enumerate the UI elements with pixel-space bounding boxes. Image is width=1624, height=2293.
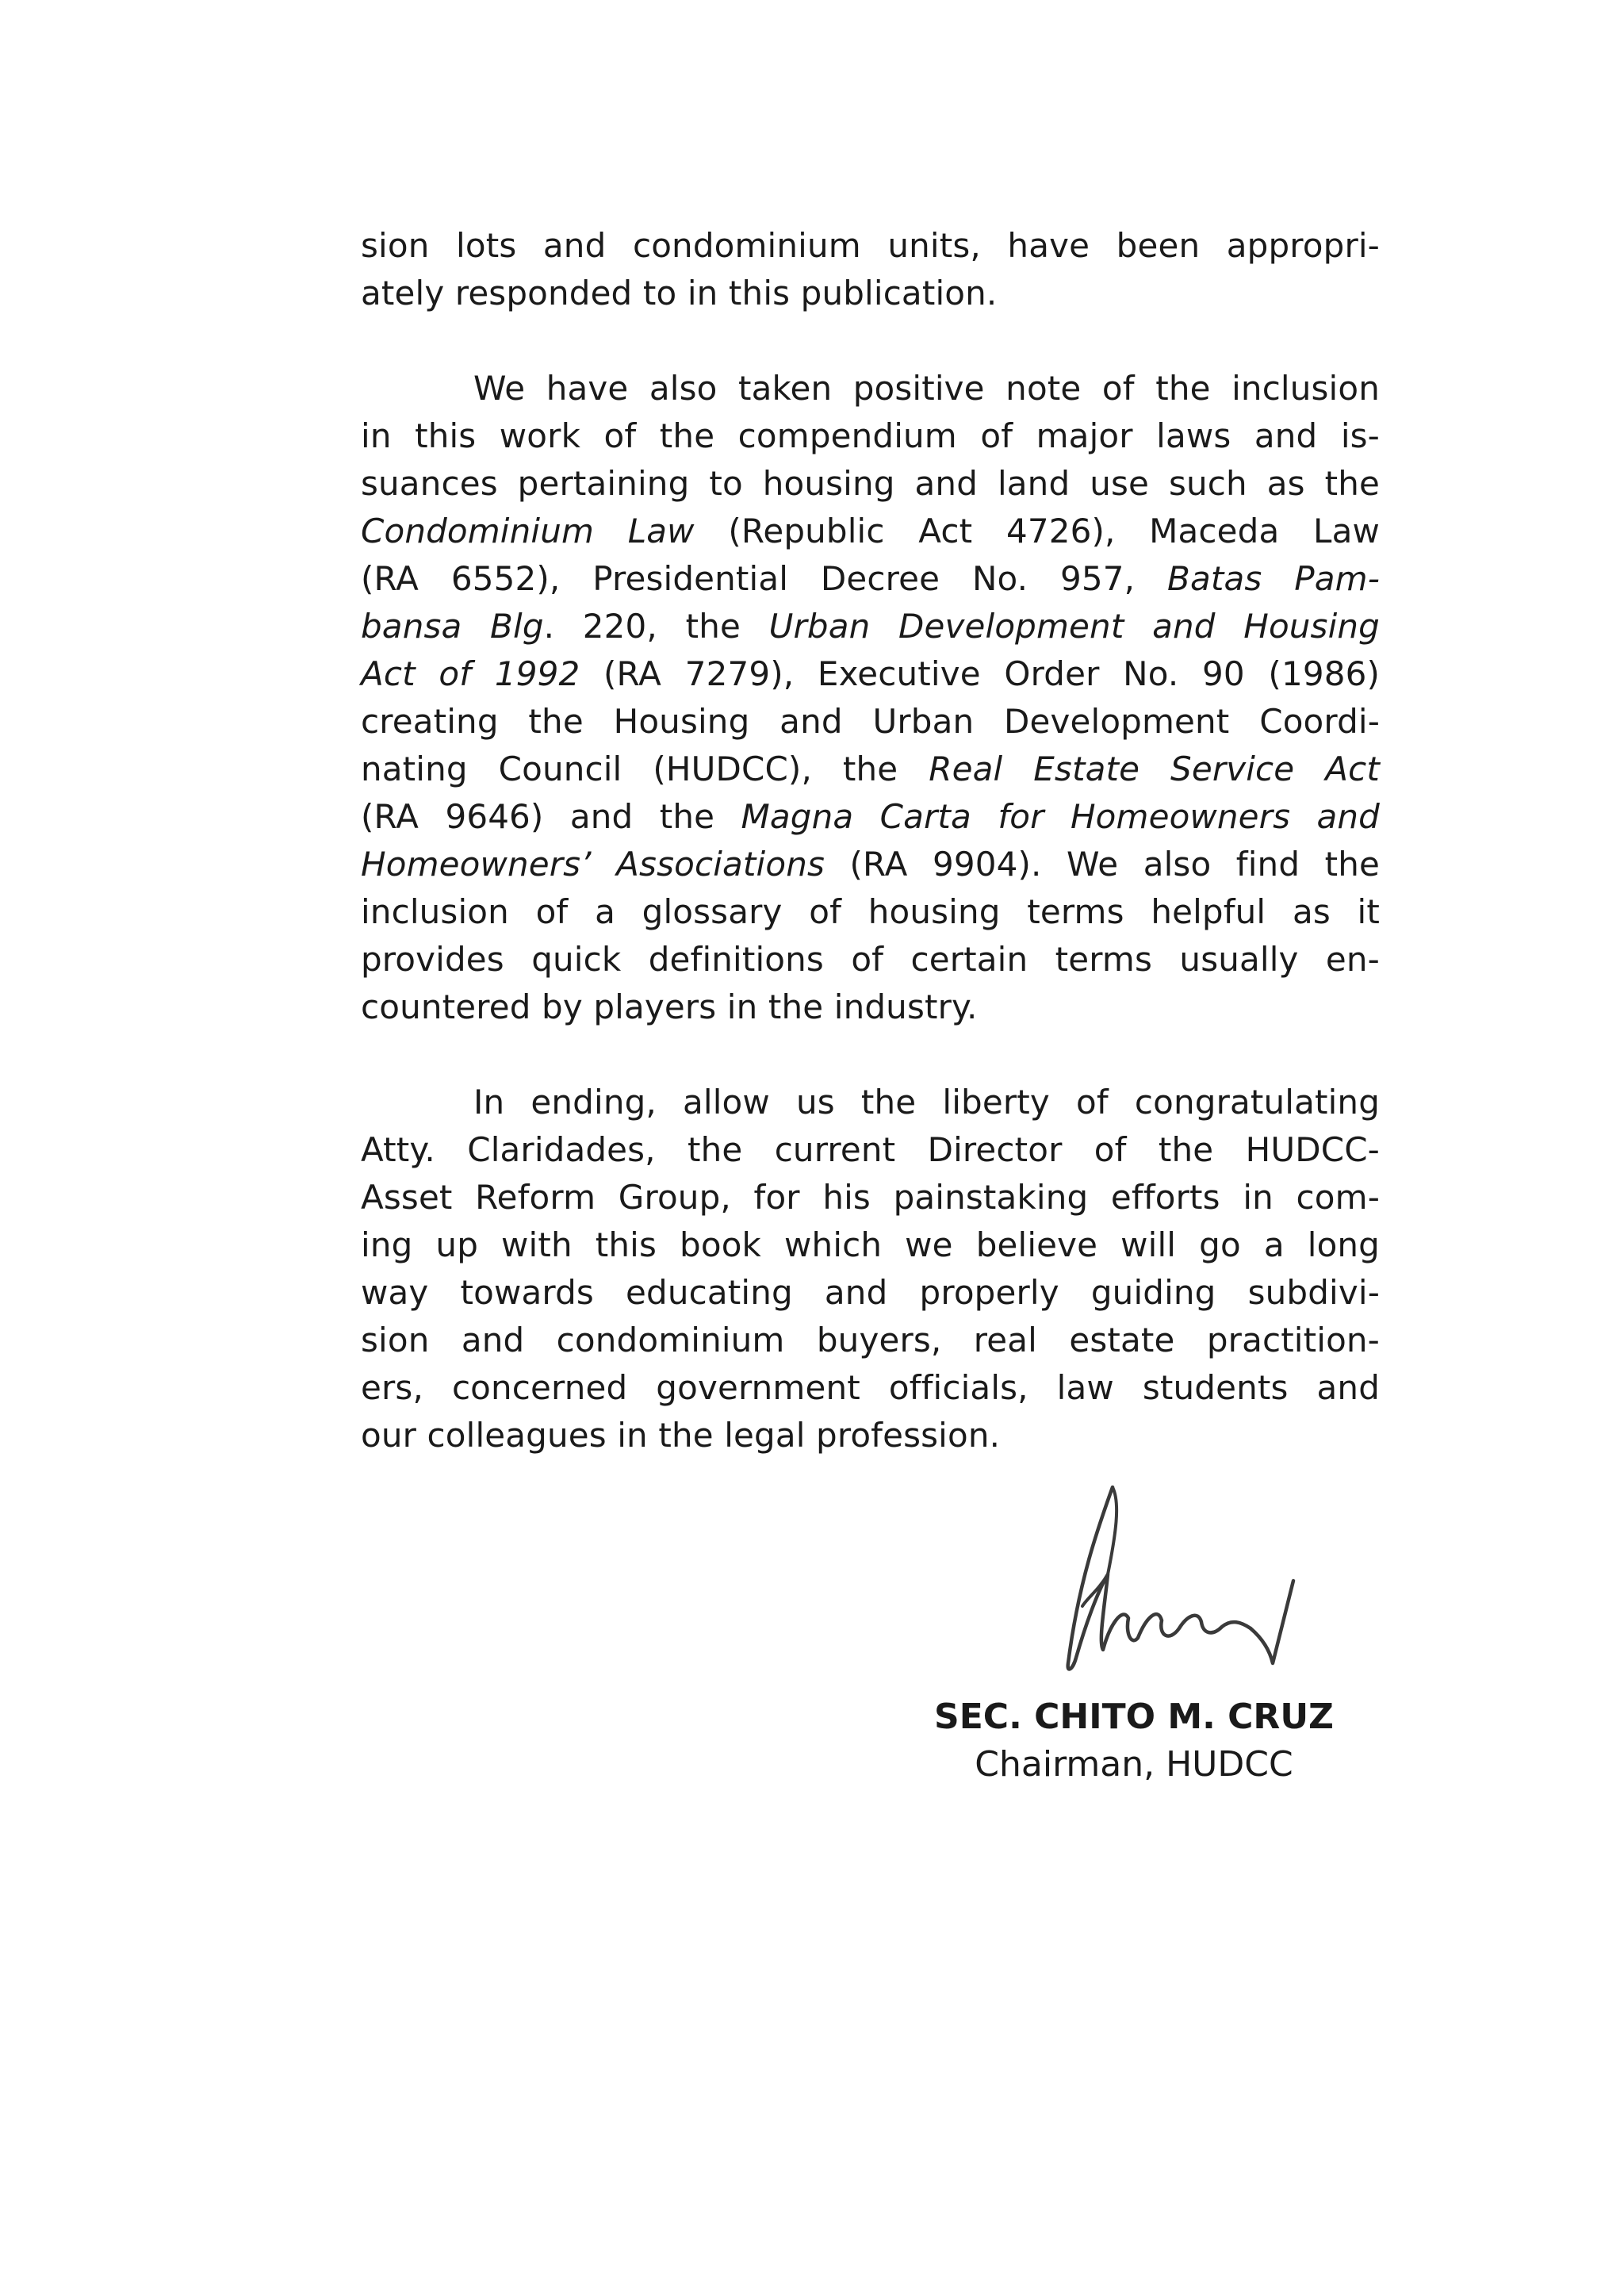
paragraph-3-line-6: sion and condominium buyers, real estate practition-	[361, 1321, 1380, 1359]
law-title-magna-carta: Magna Carta for Homeowners and	[741, 797, 1380, 836]
line-text: nating Council (HUDCC), the	[361, 750, 929, 788]
paragraph-2-line-11	[361, 841, 1380, 888]
paragraph-2-line-6	[361, 603, 1380, 650]
line-text: (RA 9904). We also find the	[825, 845, 1380, 884]
law-title-condominium: Condominium Law	[361, 512, 695, 550]
signature-stroke-tail	[1251, 1581, 1293, 1663]
law-title-associations: Homeowners’ Associations	[361, 845, 825, 884]
paragraph-gap	[361, 1031, 1380, 1079]
line-text: (RA 6552), Presidential Decree No. 957,	[361, 559, 1168, 598]
paragraph-2-line-14: countered by players in the industry.	[361, 987, 978, 1026]
paragraph-3-line-7: ers, concerned government officials, law students and	[361, 1368, 1380, 1407]
paragraph-1-line-2: ately responded to in this publication.	[361, 274, 998, 313]
paragraph-3-line-2: Atty. Claridades, the current Director of the HUDCC-	[361, 1130, 1380, 1169]
paragraph-2-line-13: provides quick definitions of certain terms usually en-	[361, 940, 1380, 979]
law-title-resa: Real Estate Service Act	[929, 750, 1380, 788]
law-title-act-1992: Act of 1992	[361, 654, 580, 693]
paragraph-2-line-4	[361, 508, 1380, 555]
paragraph-2-line-3: suances pertaining to housing and land use such as the	[361, 464, 1380, 503]
line-text: (RA 7279), Executive Order No. 90 (1986)	[580, 654, 1380, 693]
paragraph-3-line-3: Asset Reform Group, for his painstaking efforts in com-	[361, 1178, 1380, 1217]
paragraph-2-line-1: We have also taken positive note of the inclusion	[473, 369, 1380, 408]
signature-stroke-loop	[1082, 1487, 1116, 1606]
paragraph-2-line-9	[361, 746, 1380, 793]
line-text: . 220, the	[543, 607, 769, 646]
paragraph-3-line-1: In ending, allow us the liberty of congratulating	[473, 1083, 1380, 1122]
law-title-udha: Urban Development and Housing	[768, 607, 1380, 646]
paragraph-2-line-12: inclusion of a glossary of housing terms helpful as it	[361, 892, 1380, 931]
body-text	[361, 222, 1380, 1459]
paragraph-2-line-7	[361, 650, 1380, 698]
handwritten-signature	[1043, 1479, 1297, 1678]
paragraph-3-line-8: our colleagues in the legal profession.	[361, 1416, 1001, 1455]
signatory-name: SEC. CHITO M. CRUZ	[934, 1697, 1334, 1737]
signatory-title: Chairman, HUDCC	[975, 1744, 1293, 1785]
paragraph-3-line-5: way towards educating and properly guiding subdivi-	[361, 1273, 1380, 1312]
signature-stroke-main	[1068, 1487, 1251, 1669]
law-title-batas: Batas Pam-	[1167, 559, 1380, 598]
paragraph-gap	[361, 317, 1380, 365]
paragraph-2-line-10	[361, 793, 1380, 841]
law-title-bansa: bansa Blg	[361, 607, 544, 646]
paragraph-2-line-8: creating the Housing and Urban Development Coordi-	[361, 702, 1380, 741]
paragraph-2-line-5	[361, 555, 1380, 603]
paragraph-3-line-4: ing up with this book which we believe will go a long	[361, 1225, 1380, 1264]
line-text: (RA 9646) and the	[361, 797, 741, 836]
line-text: (Republic Act 4726), Maceda Law	[694, 512, 1380, 550]
paragraph-2-line-2: in this work of the compendium of major laws and is-	[361, 416, 1380, 455]
paragraph-1-line-1: sion lots and condominium units, have been appropri-	[361, 226, 1380, 265]
